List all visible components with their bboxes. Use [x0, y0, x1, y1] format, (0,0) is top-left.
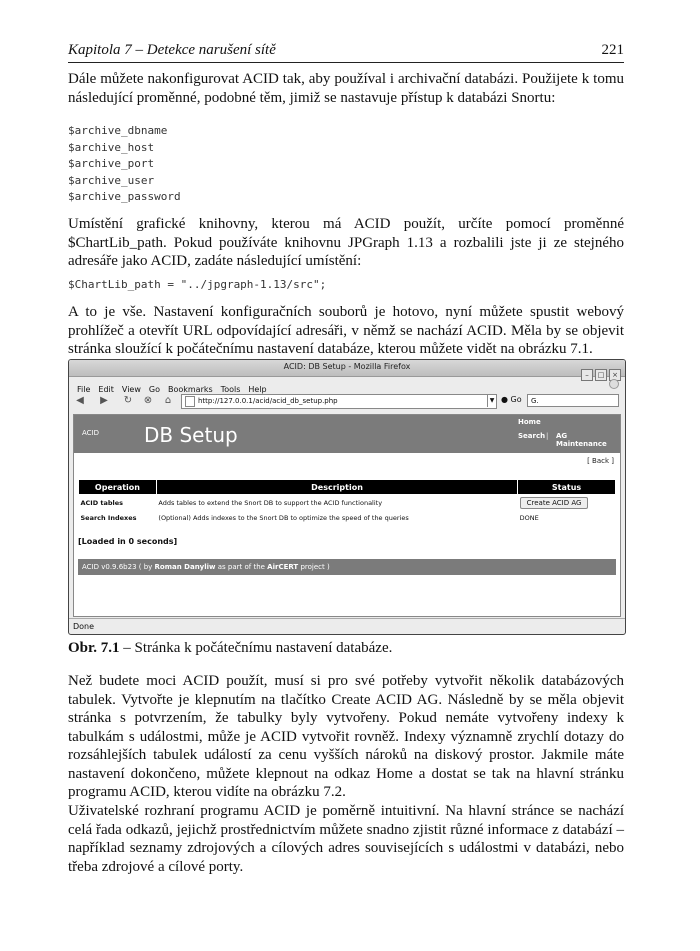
- status-text: Done: [73, 622, 95, 631]
- url-bar[interactable]: [181, 394, 497, 409]
- description-cell: Adds tables to extend the Snort DB to support the ACID functionality: [158, 498, 383, 507]
- go-label: Go: [510, 395, 522, 404]
- ag-maintenance-link[interactable]: AG Maintenance: [556, 432, 607, 448]
- menubar: [69, 377, 625, 394]
- navigation-toolbar: [69, 391, 625, 413]
- menu-go[interactable]: Go: [148, 385, 160, 394]
- menu-edit[interactable]: Edit: [98, 385, 114, 394]
- paragraph-interface: Uživatelské rozhraní programu ACID je poměrně intuitivní. Na hlavní stránce se nachází celá řada odkazů, jejichž prostřednictvím můžete snadno zjistit různé informace z databází – například seznamy zdrojových a cílových adres souvisejících s událostmi v databázi, nebo třeba zdrojové a cílové porty.: [68, 803, 624, 875]
- author-link[interactable]: Roman Danyliw: [154, 563, 216, 571]
- paragraph-chartlib: Umístění grafické knihovny, kterou má ACID použít, určíte pomocí proměnné $ChartLib_path. Pokud používáte knihovnu JPGraph 1.13 a rozbalili jste ji ze stejného adresáře jako ACID, zadáte následující umístění:: [68, 216, 624, 269]
- page-header: [68, 38, 624, 63]
- caption-label: Obr. 7.1: [68, 640, 120, 656]
- figure-browser-window: [68, 359, 626, 635]
- operation-cell: ACID tables: [80, 498, 124, 507]
- acid-logo: ACID: [82, 429, 100, 437]
- code-line: $archive_password: [68, 190, 181, 204]
- acid-page-title: DB Setup: [144, 423, 238, 447]
- window-title: ACID: DB Setup - Mozilla Firefox: [283, 362, 411, 371]
- operations-table: [78, 479, 616, 525]
- paragraph-archive-intro: Dále můžete nakonfigurovat ACID tak, aby používal i archivační databázi. Použijete k tomu následující proměnné, podobné těm, jimiž se nastavuje přístup k databázi Snortu:: [68, 71, 624, 106]
- search-input[interactable]: G.: [527, 394, 619, 407]
- acid-footer: [78, 559, 616, 575]
- table-row: [79, 495, 616, 511]
- menu-help[interactable]: Help: [248, 385, 267, 394]
- figure-caption: [68, 639, 624, 658]
- code-line: $archive_port: [68, 157, 155, 171]
- status-cell: [518, 495, 616, 511]
- footer-mid: as part of the: [215, 563, 268, 571]
- status-cell: DONE: [519, 513, 539, 522]
- paragraph-create-tables: Než budete moci ACID použít, musí si pro své potřeby vytvořit několik databázových tabulek. Vytvořte je klepnutím na tlačítko Create ACID AG. Následně by se měla objevit stránka s potvrzením, že tabulky byly vytvořeny. Pokud nemáte vytvořeny indexy k tabulkám s událostmi, může je ACID vytvořit rovněž. Indexy významně zrychlí dotazy do rozsáhlejších tabulek událostí za cenu vyšších nároků na diskový prostor. Jakmile máte nastavení dokončeno, můžete klepnout na odkaz Home a dostat se tak na hlavní stránku programu ACID, kterou vidíte na obrázku 7.2.: [68, 673, 624, 800]
- code-line: $archive_dbname: [68, 124, 168, 137]
- window-titlebar: [69, 360, 625, 377]
- go-button[interactable]: ● Go: [501, 395, 522, 404]
- stop-icon[interactable]: ⊗: [143, 395, 153, 406]
- search-link[interactable]: Search: [518, 432, 546, 440]
- operation-cell: Search Indexes: [80, 513, 137, 522]
- menu-bookmarks[interactable]: Bookmarks: [167, 385, 213, 394]
- forward-arrow-icon[interactable]: ▶: [100, 395, 108, 406]
- paragraph-open-browser: A to je vše. Nastavení konfiguračních souborů je hotovo, nyní můžete spustit webový prohlížeč a otevřít URL odpovídající adresáři, v němž se nachází ACID. Měla by se objevit stránka sloužící k počátečnímu nastavení databáze, kterou můžete vidět na obrázku 7.1.: [68, 304, 624, 357]
- code-line: $archive_user: [68, 173, 155, 187]
- menu-tools[interactable]: Tools: [220, 385, 241, 394]
- caption-text: – Stránka k počátečnímu nastavení databáze.: [119, 640, 393, 656]
- chapter-title: Kapitola 7 – Detekce narušení sítě: [68, 42, 276, 58]
- chartlib-code: $ChartLib_path = "../jpgraph-1.13/src";: [68, 278, 327, 291]
- back-link[interactable]: [ Back ]: [587, 457, 614, 465]
- chevron-down-icon[interactable]: ▼: [487, 394, 496, 407]
- loaded-time: [Loaded in 0 seconds]: [78, 537, 178, 546]
- minimize-icon[interactable]: –: [581, 369, 593, 381]
- page-icon: [185, 396, 195, 407]
- footer-suffix: project ): [298, 563, 330, 571]
- back-arrow-icon[interactable]: ◀: [76, 395, 84, 406]
- aircert-link[interactable]: AirCERT: [267, 563, 299, 571]
- table-row: [79, 510, 616, 525]
- reload-icon[interactable]: ↻: [123, 395, 133, 406]
- menu-view[interactable]: View: [121, 385, 141, 394]
- nav-separator: |: [546, 432, 549, 440]
- browser-statusbar: [69, 618, 625, 635]
- home-icon[interactable]: ⌂: [164, 395, 172, 406]
- page-number: 221: [601, 42, 624, 58]
- maximize-icon[interactable]: □: [595, 369, 607, 381]
- archive-variables-code: [68, 123, 181, 206]
- code-line: $archive_host: [68, 140, 155, 154]
- acid-header: [74, 415, 620, 453]
- description-cell: (Optional) Adds indexes to the Snort DB to optimize the speed of the queries: [158, 513, 409, 522]
- url-text: http://127.0.0.1/acid/acid_db_setup.php: [198, 397, 338, 405]
- footer-prefix: ACID v0.9.6b23 ( by: [82, 563, 155, 571]
- create-acid-ag-button[interactable]: Create ACID AG: [520, 497, 589, 509]
- column-header: Status: [518, 480, 616, 495]
- home-link[interactable]: Home: [518, 418, 541, 426]
- close-icon[interactable]: ×: [609, 369, 621, 381]
- table-header-row: [79, 480, 616, 495]
- column-header: Description: [156, 480, 517, 495]
- column-header: Operation: [79, 480, 157, 495]
- throbber-icon: [609, 379, 619, 389]
- menu-file[interactable]: File: [77, 385, 91, 394]
- page-viewport: [73, 414, 621, 617]
